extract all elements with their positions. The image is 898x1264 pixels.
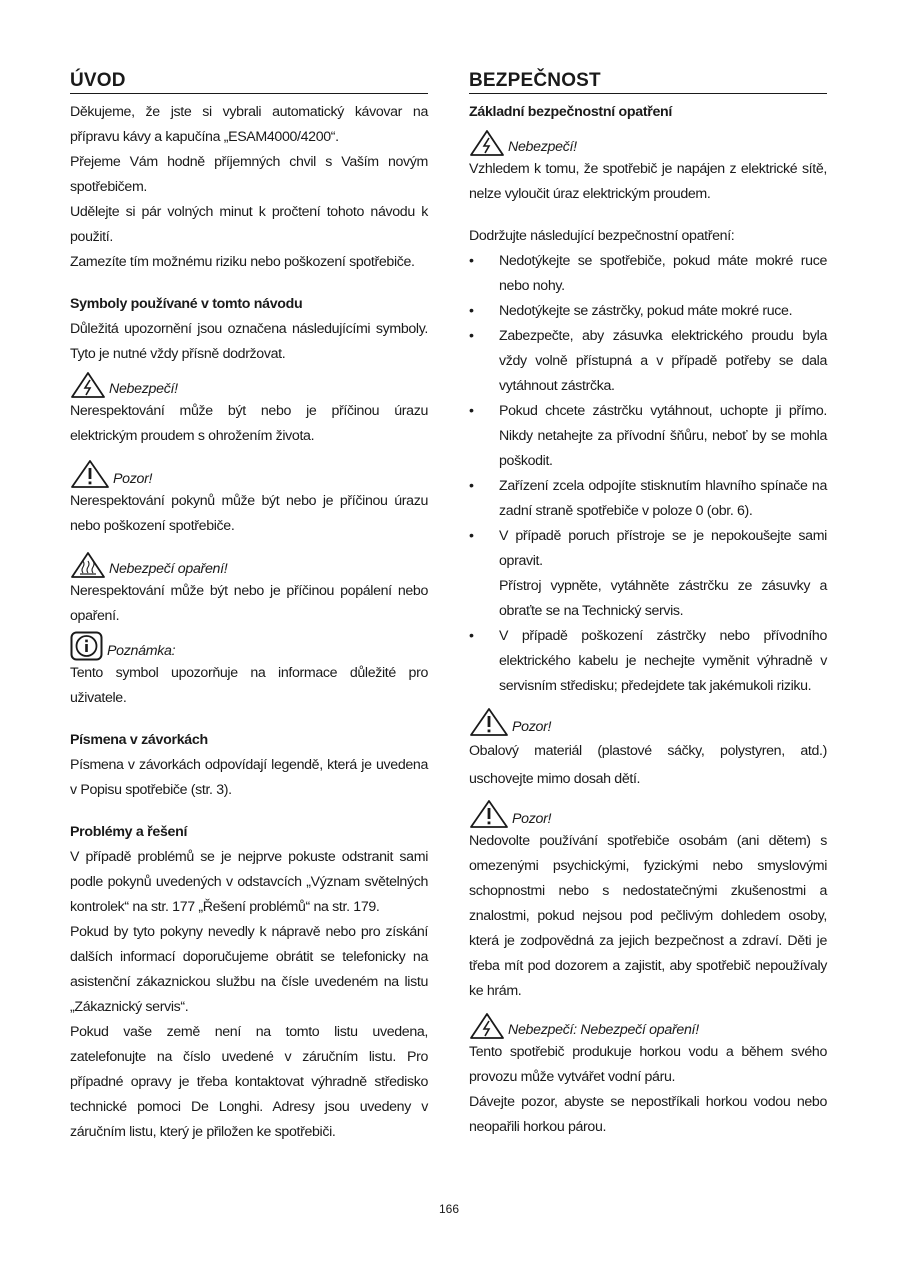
burn-paragraph: Dávejte pozor, abyste se nepostříkali horkou vodou nebo neopařili horkou párou.: [469, 1094, 827, 1135]
danger-label: Nebezpečí!: [109, 381, 178, 397]
caution-label: Pozor!: [113, 471, 153, 487]
intro-paragraph: Zamezíte tím možnému riziku nebo poškození spotřebiče.: [70, 254, 415, 270]
intro-paragraph: Udělejte si pár volných minut k pročtení tohoto návodu k použití.: [70, 204, 428, 245]
warning-icon: [70, 459, 110, 489]
danger-text: Vzhledem k tomu, že spotřebič je napájen z elektrické sítě, nelze vyloučit úraz elektrickým proudem.: [469, 161, 827, 202]
intro-paragraph: Děkujeme, že jste si vybrali automatický kávovar na přípravu kávy a kapučína „ESAM4000/4200“.: [70, 104, 428, 145]
list-item-text: V případě poruch přístroje se je nepokoušejte sami opravit.: [499, 528, 827, 569]
electric-danger-icon: [469, 129, 505, 157]
list-item: • Pokud chcete zástrčku vytáhnout, uchopte ji přímo. Nikdy netahejte za přívodní šňůru, neboť by se mohla poškodit.: [469, 399, 827, 474]
follow-measures-text: Dodržujte následující bezpečnostní opatření:: [469, 228, 735, 244]
burn-text: Nerespektování může být nebo je příčinou popálení nebo opaření.: [70, 583, 428, 624]
danger-symbol-row: [70, 371, 428, 399]
problems-heading: Problémy a řešení: [70, 824, 188, 840]
problems-paragraph: V případě problémů se je nejprve pokuste odstranit sami podle pokynů uvedených v odstavcích „Význam světelných kontrolek“ na str. 177 „Řešení problémů“ na str. 179.: [70, 849, 428, 915]
electric-danger-icon: [469, 1012, 505, 1040]
burn-label: Nebezpečí opaření!: [109, 561, 228, 577]
caution-text: Nerespektování pokynů může být nebo je příčinou úrazu nebo poškození spotřebiče.: [70, 493, 428, 534]
list-item: [469, 524, 827, 624]
hot-steam-icon: [70, 551, 106, 579]
burn-paragraph: Tento spotřebič produkuje horkou vodu a během svého provozu může vytvářet vodní páru.: [469, 1044, 827, 1085]
warning-icon: [469, 707, 509, 737]
danger-text: Nerespektování může být nebo je příčinou úrazu elektrickým proudem s ohrožením života.: [70, 403, 428, 444]
left-column: [70, 70, 428, 1145]
basic-safety-heading: Základní bezpečnostní opatření: [469, 104, 673, 120]
right-column: [469, 70, 827, 1140]
burn-label: Nebezpečí: Nebezpečí opaření!: [508, 1022, 699, 1038]
burn-symbol-row: [469, 1012, 827, 1040]
intro-paragraph: Přejeme Vám hodně příjemných chvil s Vaším novým spotřebičem.: [70, 154, 428, 195]
caution-label: Pozor!: [512, 719, 552, 735]
note-label: Poznámka:: [107, 643, 176, 659]
caution-text: Obalový materiál (plastové sáčky, polystyren, atd.) uschovejte mimo dosah dětí.: [469, 743, 827, 787]
section-title-uvod: ÚVOD: [70, 70, 428, 94]
info-icon: [70, 631, 104, 661]
danger-symbol-row: [469, 129, 827, 157]
electric-danger-icon: [70, 371, 106, 399]
symbols-intro: Důležitá upozornění jsou označena následujícími symboly. Tyto je nutné vždy přísně dodržovat.: [70, 321, 428, 362]
caution-label: Pozor!: [512, 811, 552, 827]
caution-symbol-row: [469, 801, 827, 829]
list-item: • Zařízení zcela odpojíte stisknutím hlavního spínače na zadní straně spotřebiče v poloze 0 (obr. 6).: [469, 474, 827, 524]
letters-text: Písmena v závorkách odpovídají legendě, která je uvedena v Popisu spotřebiče (str. 3).: [70, 757, 428, 798]
problems-paragraph: Pokud by tyto pokyny nevedly k nápravě nebo pro získání dalších informací doporučujeme obrátit se telefonicky na asistenční zákaznickou službu na čísle uvedeném na listu „Zákaznický servis“.: [70, 924, 428, 1015]
danger-label: Nebezpečí!: [508, 139, 577, 155]
note-text: Tento symbol upozorňuje na informace důležité pro uživatele.: [70, 665, 428, 706]
warning-icon: [469, 799, 509, 829]
letters-heading: Písmena v závorkách: [70, 732, 208, 748]
list-item: • Zabezpečte, aby zásuvka elektrického proudu byla vždy volně přístupná a v případě potřeby se dala vytáhnout zástrčka.: [469, 324, 827, 399]
caution-symbol-row: [469, 709, 827, 737]
list-item: • V případě poškození zástrčky nebo přívodního elektrického kabelu je nechejte vyměnit výhradně v servisním středisku; předejdete tak jakémukoli riziku.: [469, 624, 827, 699]
safety-bullet-list: [469, 249, 827, 699]
list-item: • Nedotýkejte se zástrčky, pokud máte mokré ruce.: [469, 299, 827, 324]
symbols-heading: Symboly používané v tomto návodu: [70, 296, 303, 312]
burn-symbol-row: [70, 551, 428, 579]
list-item-subtext: Přístroj vypněte, vytáhněte zástrčku ze zásuvky a obraťte se na Technický servis.: [499, 578, 827, 619]
section-title-bezpecnost: BEZPEČNOST: [469, 70, 827, 94]
note-symbol-row: [70, 633, 428, 661]
caution-symbol-row: [70, 461, 428, 489]
caution-text: Nedovolte používání spotřebiče osobám (ani dětem) s omezenými psychickými, fyzickými nebo smyslovými schopnostmi nebo s nedostatečnými zkušenostmi a znalostmi, pokud nejsou pod pečlivým dohledem osoby, která je zodpovědná za jejich bezpečnost a zdraví. Děti je třeba mít pod dozorem a zajistit, aby spotřebič nepoužívaly ke hrám.: [469, 833, 827, 999]
problems-paragraph: Pokud vaše země není na tomto listu uvedena, zatelefonujte na číslo uvedené v záručním listu. Pro případné opravy je třeba kontaktovat výhradně středisko technické pomoci De Longhi. Adresy jsou uvedeny v záručním listu, který je přiložen ke spotřebiči.: [70, 1024, 428, 1140]
page-number: 166: [438, 1202, 460, 1216]
list-item: • Nedotýkejte se spotřebiče, pokud máte mokré ruce nebo nohy.: [469, 249, 827, 299]
